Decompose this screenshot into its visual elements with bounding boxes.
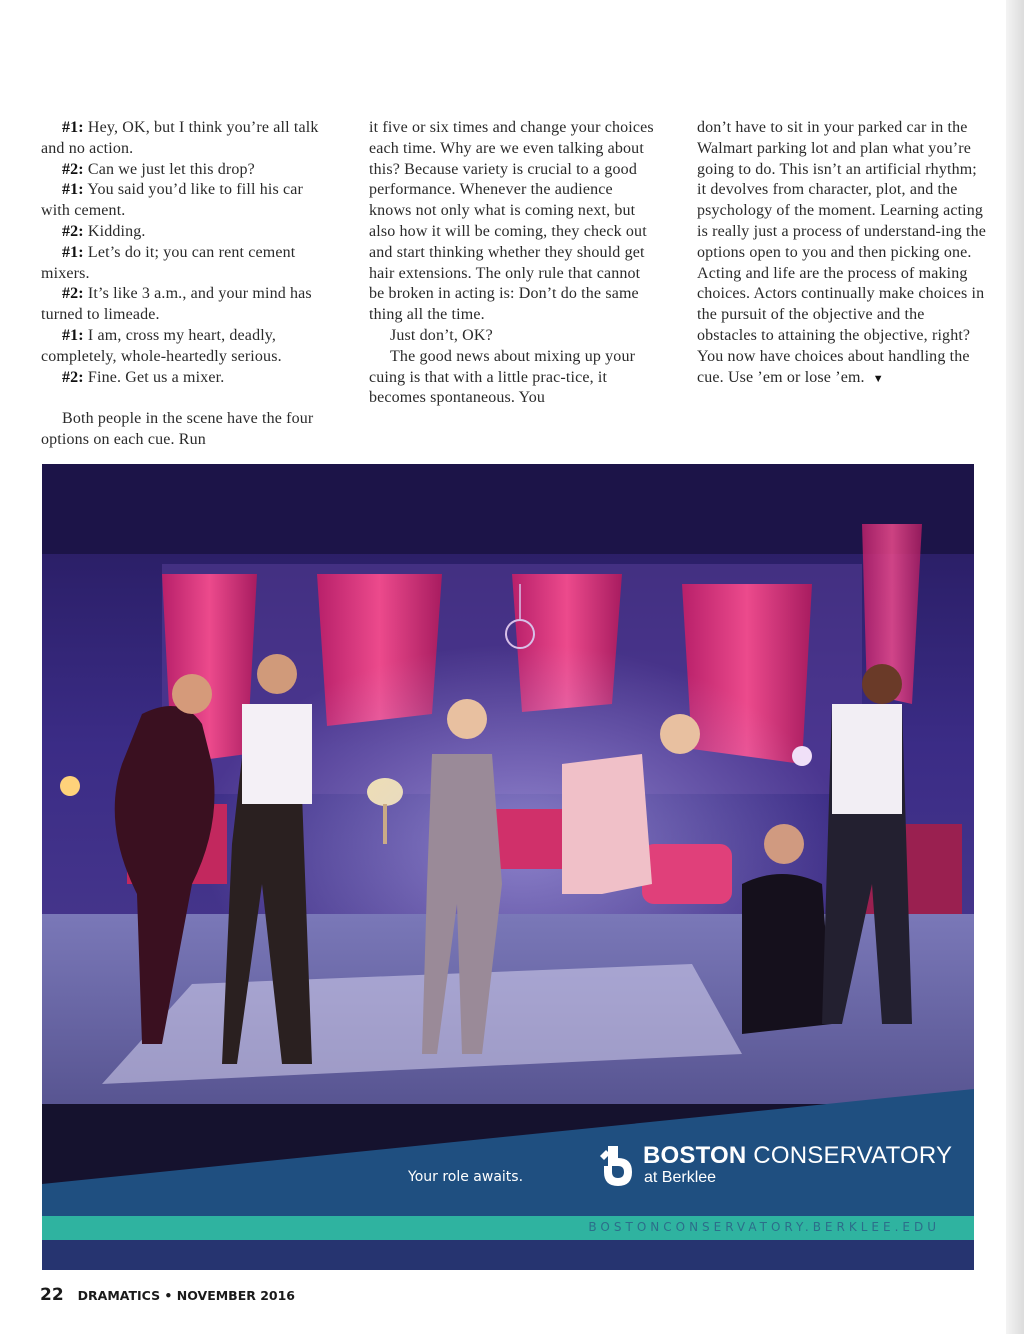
article-column-2 [369,118,659,409]
body-paragraph: don’t have to sit in your parked car in the Walmart parking lot and plan what you’re going to do. This isn’t an artificial rhythm; it devolves from character, plot, and the psychology of the moment. Learning acting is really just a process of understand-ing the options open to you and then picking one. Acting and life are the process of making choices. Actors continually make choices in the pursuit of the objective and the obstacles to attaining the objective, right? You now have choices about handling the cue. Use ’em or lose ’em. ▼ [697,119,987,386]
end-of-story-triangle-icon: ▼ [872,372,884,385]
ad-website-link[interactable]: BOSTONCONSERVATORY.BERKLEE.EDU [588,1220,940,1234]
page-footer [40,1285,295,1305]
body-paragraph: The good news about mixing up your cuing is that with a little prac-tice, it becomes spontaneous. You [369,347,636,407]
boston-conservatory-ad[interactable] [42,464,974,1270]
dialogue-line: #2: It’s like 3 a.m., and your mind has turned to limeade. [41,285,312,324]
dialogue-line: #1: I am, cross my heart, deadly, completely, whole-heartedly serious. [41,326,282,365]
running-head: DRAMATICS • NOVEMBER 2016 [77,1288,296,1303]
body-paragraph: Both people in the scene have the four options on each cue. Run [41,410,314,448]
dialogue-line: #2: Can we just let this drop? [62,160,255,178]
dialogue-line: #2: Kidding. [62,222,146,240]
article-column-3 [697,118,987,389]
brand-name: BOSTON CONSERVATORY [643,1142,953,1169]
dialogue-line: #1: You said you’d like to fill his car with cement. [41,181,303,220]
page-edge [1006,0,1024,1334]
dialogue-line: #1: Hey, OK, but I think you’re all talk and no action. [41,119,319,157]
body-paragraph: Just don’t, OK? [390,326,493,344]
brand-subtitle: at Berklee [644,1169,717,1186]
dialogue-line: #1: Let’s do it; you can rent cement mixers. [41,243,296,282]
dialogue-line: #2: Fine. Get us a mixer. [62,368,225,386]
article-column-1 [41,118,331,451]
boston-conservatory-logo-icon [598,1142,638,1190]
body-paragraph: it five or six times and change your choices each time. Why are we even talking about this? Because variety is crucial to a good performance. Whenever the audience knows not only what is coming next, but also how it will be coming, they check out and start thinking whether they should get hair extensions. The only rule that cannot be broken in acting is: Don’t do the same thing all the time. [369,119,654,324]
page-number: 22 [40,1285,64,1305]
ad-tagline: Your role awaits. [408,1169,524,1185]
